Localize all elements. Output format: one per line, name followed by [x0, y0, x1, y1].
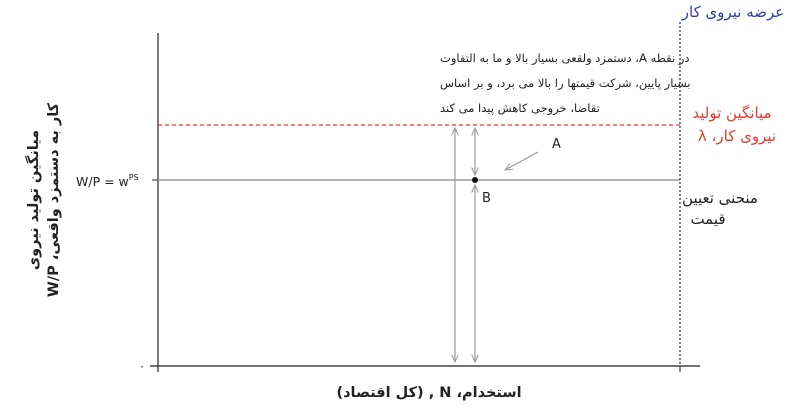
origin-label: ۰ [138, 359, 146, 373]
productivity-label-line: میانگین تولید [692, 104, 772, 122]
productivity-label [692, 104, 776, 145]
x-axis-title-n: N [439, 385, 452, 401]
annotation-line: در نقطه A، دستمزد ولقعی بسیار بالا و ما به التفاوت [440, 51, 690, 65]
y-axis-title-line: کار به دستمزد واقعی، W/P [46, 102, 62, 298]
point-a-label: A [552, 137, 561, 152]
annotation-line: بسیار پایین، شرکت قیمتها را بالا می برد، و بر اساس [440, 76, 691, 90]
price-setting-label-line: منحنی تعیین [682, 189, 758, 207]
y-axis-title [24, 102, 62, 297]
price-setting-label-line: قیمت [690, 210, 726, 228]
price-setting-label [682, 189, 758, 228]
x-axis-title [336, 385, 521, 401]
point-b-dot [472, 177, 478, 183]
y-axis-title-line: میانگین تولید نیروی [26, 129, 42, 271]
x-axis-title-pre: استخدام، [451, 385, 522, 401]
wage-ps-main: W/P = w [76, 174, 129, 189]
pointer-arrow-a [505, 152, 538, 170]
wage-ps-superscript: PS [128, 173, 139, 182]
productivity-label-line: نیروی کار، λ [697, 127, 777, 145]
point-b-label: B [482, 191, 491, 206]
x-axis-title-post: , (کل اقتصاد) [336, 385, 440, 401]
annotation-text [440, 51, 691, 116]
labor-supply-label: عرضه نیروی کار [681, 3, 785, 21]
wage-ps-label [76, 173, 139, 189]
annotation-line: تقاضا، خروجی کاهش پیدا می کند [440, 101, 600, 115]
